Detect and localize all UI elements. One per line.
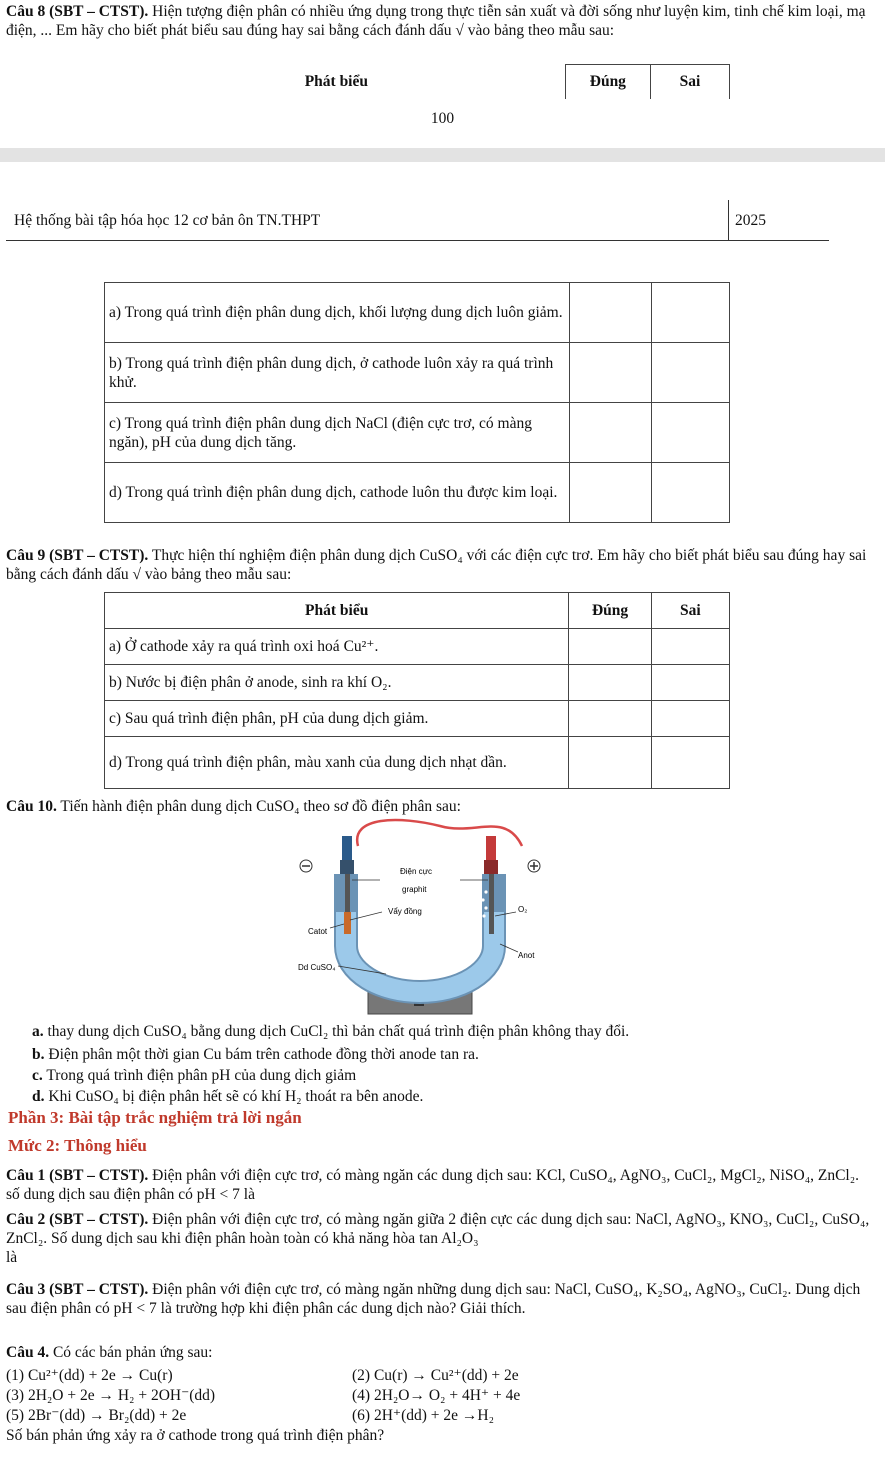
q8-row-d: d) Trong quá trình điện phân dung dịch, cathode luôn thu được kim loại.: [105, 463, 570, 523]
s4-question: [6, 1343, 875, 1362]
q10-option-a: [32, 1022, 875, 1041]
s2-question: [6, 1210, 875, 1267]
reaction-4: (4) 2H₂O→ O₂ + 4H⁺ + 4e: [352, 1387, 521, 1404]
q10-option-b: [32, 1045, 875, 1064]
q8-col-false: Sai: [651, 65, 730, 99]
q10-intro: [6, 797, 875, 816]
q9-col-statement: Phát biểu: [105, 593, 569, 629]
page-number: 100: [430, 110, 455, 127]
cathode-clip: [342, 836, 352, 862]
q10-text: Tiến hành điện phân dung dịch CuSO₄ theo sơ đồ điện phân sau:: [56, 798, 461, 815]
q8-cell-false[interactable]: [652, 463, 730, 523]
q10-option-text: Điện phân một thời gian Cu bám trên cathode đồng thời anode tan ra.: [44, 1046, 479, 1063]
q10-option-key: a.: [32, 1023, 44, 1040]
q9-row-d: d) Trong quá trình điện phân, màu xanh của dung dịch nhạt dần.: [105, 737, 569, 789]
table-row: [105, 343, 730, 403]
cathode-stopper: [340, 860, 354, 874]
q8-row-b: b) Trong quá trình điện phân dung dịch, ở cathode luôn xảy ra quá trình khử.: [105, 343, 570, 403]
q8-cell-true[interactable]: [570, 463, 652, 523]
bubble: [484, 890, 487, 893]
q9-row-b: b) Nước bị điện phân ở anode, sinh ra khí O₂.: [105, 665, 569, 701]
q9-cell-true[interactable]: [569, 665, 651, 701]
table-row: [105, 629, 730, 665]
q10-option-c: [32, 1066, 875, 1085]
table-row: [105, 665, 730, 701]
q8-row-c: c) Trong quá trình điện phân dung dịch NaCl (điện cực trơ, có màng ngăn), pH của dung dịch tăng.: [105, 403, 570, 463]
q8-cell-false[interactable]: [652, 343, 730, 403]
q10-option-text: Khi CuSO₄ bị điện phân hết sẽ có khí H₂ thoát ra bên anode.: [44, 1088, 424, 1105]
q9-cell-false[interactable]: [651, 665, 729, 701]
q9-row-c: c) Sau quá trình điện phân, pH của dung dịch giảm.: [105, 701, 569, 737]
q10-option-text: Trong quá trình điện phân pH của dung dịch giảm: [42, 1067, 357, 1084]
anode-rod: [489, 874, 494, 934]
q8-cell-false[interactable]: [652, 283, 730, 343]
label-membrane: Vẩy đồng: [388, 907, 422, 916]
q9-intro: [6, 546, 875, 584]
table-row: [105, 701, 730, 737]
s1-text: Điện phân với điện cực trơ, có màng ngăn các dung dịch sau: KCl, CuSO₄, AgNO₃, CuCl₂, MgCl₂, NiSO₄, ZnCl₂. số dung dịch sau điện phân có pH < 7 là: [6, 1167, 860, 1203]
q10-option-key: c.: [32, 1067, 43, 1084]
reaction-5: (5) 2Br⁻(dd) → Br₂(dd) + 2e: [6, 1407, 187, 1424]
q9-cell-true[interactable]: [569, 701, 651, 737]
page-break: [0, 148, 885, 162]
q8-intro: [6, 2, 875, 40]
wire: [357, 820, 522, 846]
s4-label: Câu 4.: [6, 1344, 50, 1361]
q10-option-key: d.: [32, 1088, 45, 1105]
q8-cell-true[interactable]: [570, 343, 652, 403]
q9-table: [104, 592, 730, 789]
s4-text: Có các bán phản ứng sau:: [49, 1344, 213, 1361]
q9-cell-false[interactable]: [651, 737, 729, 789]
label-graphite: graphit: [402, 885, 427, 894]
running-header-title: Hệ thống bài tập hóa học 12 cơ bản ôn TN.THPT: [14, 212, 321, 229]
q9-col-false: Sai: [651, 593, 729, 629]
q10-option-d: [32, 1087, 875, 1106]
q9-row-a: a) Ở cathode xảy ra quá trình oxi hoá Cu²⁺.: [105, 629, 569, 665]
s2-tail: là: [6, 1249, 18, 1266]
table-header-row: [105, 593, 730, 629]
label-electrode: Điện cực: [400, 867, 433, 876]
label-solution: Dd CuSO₄: [298, 963, 336, 972]
header-rule: [6, 240, 829, 241]
q8-col-statement: Phát biểu: [108, 65, 565, 99]
q8-text: Hiện tượng điện phân có nhiều ứng dụng trong thực tiễn sản xuất và đời sống như luyện kim, tinh chế kim loại, mạ điện, ... Em hãy cho biết phát biểu sau đúng hay sai bằng cách đánh dấu √ vào bảng theo mẫu sau:: [6, 3, 866, 39]
reaction-3: (3) 2H₂O + 2e → H₂ + 2OH⁻(dd): [6, 1387, 216, 1404]
s1-label: Câu 1 (SBT – CTST).: [6, 1167, 149, 1184]
s3-label: Câu 3 (SBT – CTST).: [6, 1281, 149, 1298]
table-row: [105, 463, 730, 523]
q8-label: Câu 8 (SBT – CTST).: [6, 3, 149, 20]
label-cathode: Catot: [308, 927, 328, 936]
q9-cell-false[interactable]: [651, 629, 729, 665]
level2-heading: Mức 2: Thông hiểu: [8, 1136, 147, 1155]
table-row: [105, 283, 730, 343]
reaction-6: (6) 2H⁺(dd) + 2e →H₂: [352, 1407, 494, 1424]
q9-text: Thực hiện thí nghiệm điện phân dung dịch CuSO₄ với các điện cực trơ. Em hãy cho biết phát biểu sau đúng hay sai bằng cách đánh dấu √ vào bảng theo mẫu sau:: [6, 547, 867, 583]
bubble: [481, 898, 484, 901]
reaction-1: (1) Cu²⁺(dd) + 2e → Cu(r): [6, 1367, 173, 1384]
q8-cell-true[interactable]: [570, 403, 652, 463]
q8-row-a: a) Trong quá trình điện phân dung dịch, khối lượng dung dịch luôn giảm.: [105, 283, 570, 343]
electrolysis-diagram: [290, 816, 560, 1016]
anode-clip: [486, 836, 496, 862]
q9-cell-true[interactable]: [569, 737, 651, 789]
label-anode: Anot: [518, 951, 535, 960]
q8-cell-false[interactable]: [652, 403, 730, 463]
s3-text: Điện phân với điện cực trơ, có màng ngăn những dung dịch sau: NaCl, CuSO₄, K₂SO₄, AgNO₃, CuCl₂. Dung dịch sau điện phân có pH < 7 là trường hợp khi điện phân các dung dịch nào? Giải thích.: [6, 1281, 861, 1317]
q9-label: Câu 9 (SBT – CTST).: [6, 547, 149, 564]
s2-label: Câu 2 (SBT – CTST).: [6, 1211, 149, 1228]
s1-question: [6, 1166, 875, 1204]
anode-stopper: [484, 860, 498, 874]
q9-cell-true[interactable]: [569, 629, 651, 665]
header-divider: [728, 200, 729, 240]
part3-heading: Phần 3: Bài tập trắc nghiệm trả lời ngắn: [8, 1108, 302, 1127]
bubble: [482, 914, 485, 917]
q10-label: Câu 10.: [6, 798, 57, 815]
q10-option-key: b.: [32, 1046, 45, 1063]
table-row: [105, 737, 730, 789]
q8-table: [104, 282, 730, 523]
q8-table-header: [108, 64, 730, 99]
bubble: [484, 906, 487, 909]
running-header-year: 2025: [735, 212, 766, 229]
s4-final-question: Số bán phản ứng xảy ra ở cathode trong quá trình điện phân?: [6, 1427, 385, 1444]
q9-col-true: Đúng: [569, 593, 651, 629]
q8-col-true: Đúng: [565, 65, 650, 99]
q9-cell-false[interactable]: [651, 701, 729, 737]
q10-option-text: thay dung dịch CuSO₄ bằng dung dịch CuCl₂ thì bản chất quá trình điện phân không thay đổi.: [43, 1023, 630, 1040]
q8-cell-true[interactable]: [570, 283, 652, 343]
s2-text: Điện phân với điện cực trơ, có màng ngăn giữa 2 điện cực các dung dịch sau: NaCl, AgNO₃, KNO₃, CuCl₂, CuSO₄, ZnCl₂. Số dung dịch sau khi điện phân hoàn toàn có khả năng hòa tan Al₂O₃: [6, 1211, 870, 1247]
reaction-2: (2) Cu(r) → Cu²⁺(dd) + 2e: [352, 1367, 519, 1384]
table-row: [105, 403, 730, 463]
s3-question: [6, 1280, 875, 1318]
label-o2: O₂: [518, 905, 528, 914]
copper-deposit: [344, 912, 351, 934]
